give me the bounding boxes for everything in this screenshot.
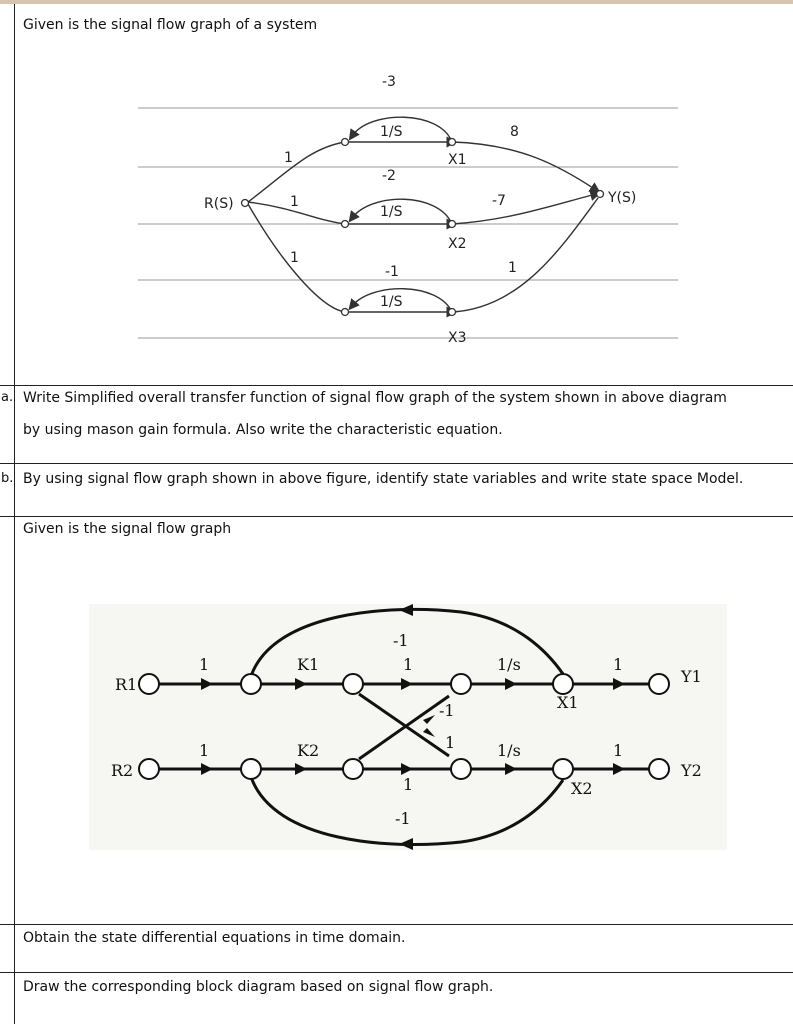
sfg1-gain-int3: 1/S [380, 294, 403, 310]
sfg1-gain-loop3: -1 [385, 264, 399, 280]
row-divider-4 [0, 924, 793, 925]
question-c-text: Obtain the state differential equations in time domain. [23, 930, 406, 946]
sfg1-gain-int1: 1/S [380, 124, 403, 140]
section1-title: Given is the signal flow graph of a system [23, 17, 318, 33]
sfg2-gain-r1: 1 [199, 655, 210, 674]
sfg2-feedback-top: -1 [393, 631, 409, 650]
sfg1-input-label: R(S) [204, 196, 234, 212]
signal-flow-graph-2 [89, 604, 727, 850]
sfg1-gain-loop2: -2 [382, 168, 396, 184]
sfg2-gain-int1: 1/s [497, 655, 521, 674]
sfg2-gain-mid2: 1 [403, 775, 414, 794]
sfg1-node-x1: X1 [448, 152, 467, 168]
row-divider-1 [0, 385, 793, 386]
sfg2-state-x2: X2 [571, 779, 593, 798]
sfg2-feedback-bottom: -1 [395, 809, 411, 828]
sfg1-gain-int2: 1/S [380, 204, 403, 220]
question-b-text: By using signal flow graph shown in above figure, identify state variables and write state space Model. [23, 471, 744, 487]
sfg2-feedback-cross2: 1 [445, 733, 456, 752]
question-a-line2: by using mason gain formula. Also write the characteristic equation. [23, 422, 503, 438]
sfg2-gain-k2: K2 [297, 741, 320, 760]
sfg1-node-x2: X2 [448, 236, 467, 252]
sfg2-gain-mid1: 1 [403, 655, 414, 674]
sfg1-gain-out2: -7 [492, 193, 506, 209]
sfg2-state-x1: X1 [557, 693, 579, 712]
question-a-marker: a. [1, 390, 14, 405]
sfg1-output-label: Y(S) [608, 190, 637, 206]
sfg2-feedback-cross1: -1 [439, 701, 455, 720]
question-b-marker: b. [1, 471, 14, 486]
sfg2-output-y1: Y1 [681, 667, 702, 686]
question-a-line1: Write Simplified overall transfer function of signal flow graph of the system shown in above diagram [23, 390, 727, 406]
signal-flow-graph-1 [130, 70, 690, 350]
row-divider-2 [0, 463, 793, 464]
sfg1-node-x3: X3 [448, 330, 467, 346]
page-top-border [0, 0, 793, 4]
sfg2-input-r1: R1 [115, 675, 138, 694]
row-divider-3 [0, 516, 793, 517]
sfg2-gain-r2: 1 [199, 741, 210, 760]
sfg2-gain-int2: 1/s [497, 741, 521, 760]
question-d-text: Draw the corresponding block diagram based on signal flow graph. [23, 979, 494, 995]
sfg1-gain-out3: 1 [508, 260, 517, 276]
sfg1-gain-out1: 8 [510, 124, 519, 140]
sfg1-gain-in2: 1 [290, 194, 299, 210]
sfg2-input-r2: R2 [111, 761, 134, 780]
table-left-border [14, 4, 15, 1024]
sfg2-gain-y2: 1 [613, 741, 624, 760]
sfg2-output-y2: Y2 [681, 761, 702, 780]
sfg2-gain-y1: 1 [613, 655, 624, 674]
section2-title: Given is the signal flow graph [23, 521, 232, 537]
row-divider-5 [0, 972, 793, 973]
sfg1-gain-loop1: -3 [382, 74, 396, 90]
sfg1-gain-in1: 1 [284, 150, 293, 166]
sfg1-gain-in3: 1 [290, 250, 299, 266]
sfg2-gain-k1: K1 [297, 655, 320, 674]
